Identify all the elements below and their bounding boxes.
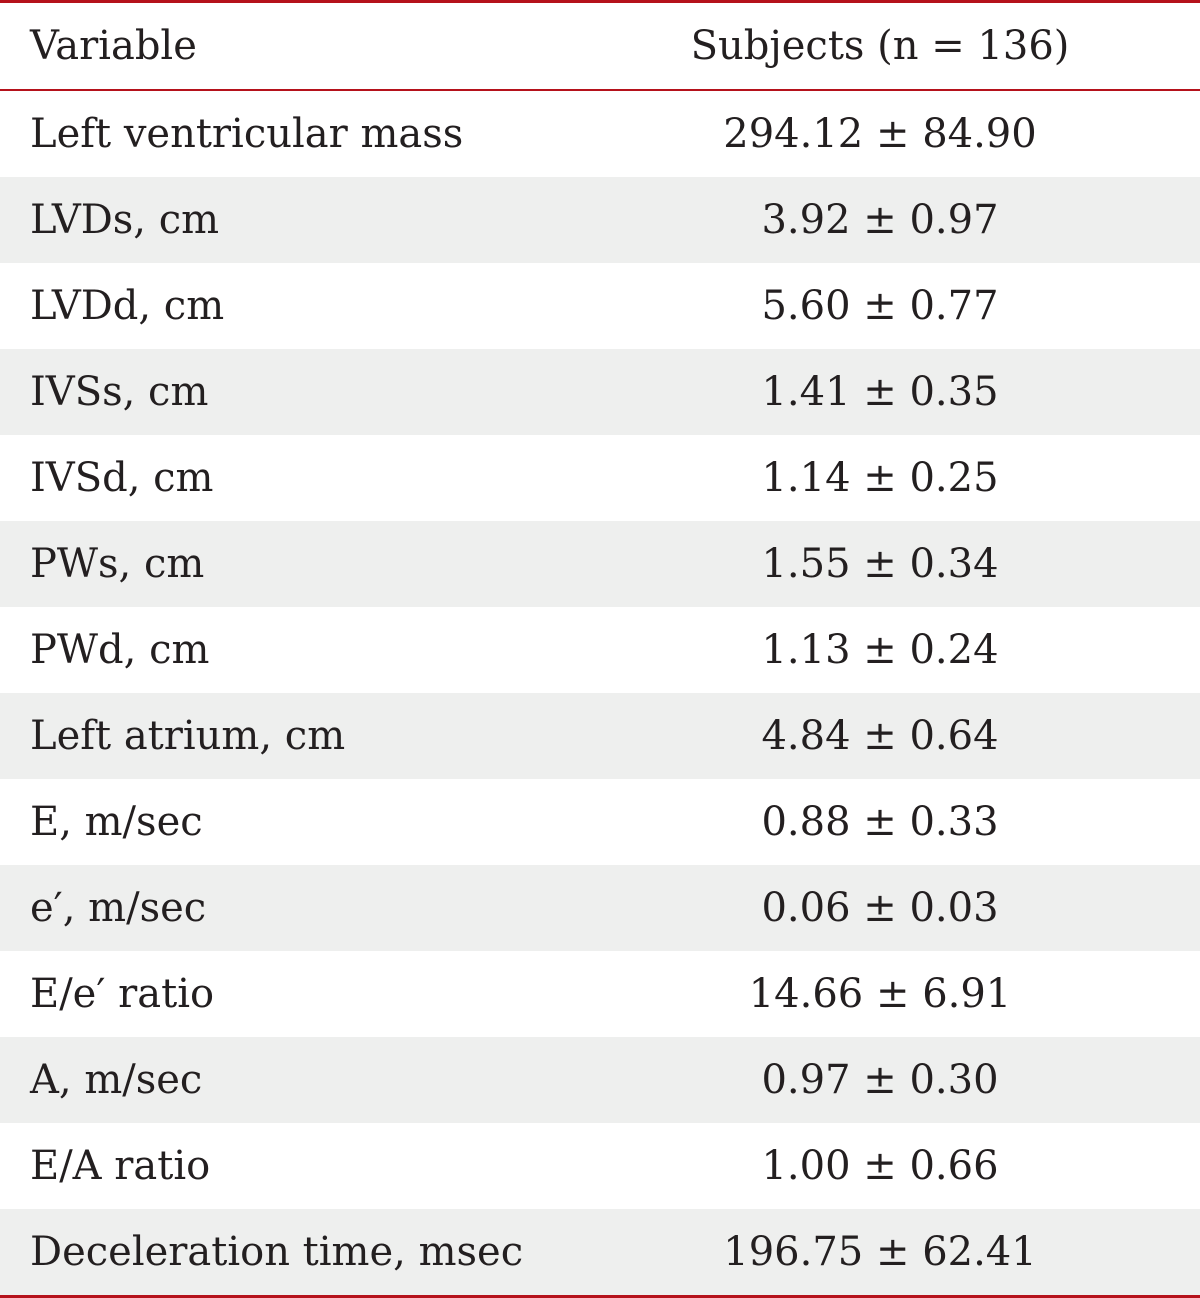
row-value: 1.00 ± 0.66 xyxy=(761,1143,999,1189)
row-variable: e′, m/sec xyxy=(30,885,207,931)
row-value: 1.41 ± 0.35 xyxy=(761,369,999,415)
row-value: 5.60 ± 0.77 xyxy=(761,283,999,329)
row-variable: IVSd, cm xyxy=(30,455,214,501)
row-value: 196.75 ± 62.41 xyxy=(723,1229,1037,1275)
row-value: 1.55 ± 0.34 xyxy=(761,541,999,587)
row-variable: LVDd, cm xyxy=(30,283,225,329)
table-row xyxy=(0,951,1200,1037)
table-row xyxy=(0,349,1200,435)
row-value: 0.06 ± 0.03 xyxy=(761,885,999,931)
row-value: 1.14 ± 0.25 xyxy=(761,455,999,501)
table-header xyxy=(0,3,1200,90)
row-variable: Left ventricular mass xyxy=(30,111,464,157)
row-value: 14.66 ± 6.91 xyxy=(748,971,1012,1017)
row-variable: E/A ratio xyxy=(30,1143,211,1189)
row-variable: Left atrium, cm xyxy=(30,713,346,759)
row-variable: E/e′ ratio xyxy=(30,971,215,1017)
table-row xyxy=(0,521,1200,607)
header-variable: Variable xyxy=(30,23,197,69)
row-variable: PWd, cm xyxy=(30,627,210,673)
table-row xyxy=(0,263,1200,349)
row-value: 294.12 ± 84.90 xyxy=(723,111,1037,157)
header-row xyxy=(0,3,1200,90)
row-variable: LVDs, cm xyxy=(30,197,220,243)
header-subjects: Subjects (n = 136) xyxy=(690,23,1070,69)
row-variable: A, m/sec xyxy=(30,1057,203,1103)
table-row xyxy=(0,1209,1200,1295)
table-body xyxy=(0,90,1200,1295)
table-row xyxy=(0,177,1200,263)
row-variable: IVSs, cm xyxy=(30,369,209,415)
row-variable: Deceleration time, msec xyxy=(30,1229,524,1275)
table-row xyxy=(0,865,1200,951)
row-variable: E, m/sec xyxy=(30,799,203,845)
row-value: 0.97 ± 0.30 xyxy=(761,1057,999,1103)
row-value: 3.92 ± 0.97 xyxy=(761,197,999,243)
table-row xyxy=(0,1037,1200,1123)
table-row xyxy=(0,435,1200,521)
echocardiography-table xyxy=(0,3,1200,1295)
row-value: 0.88 ± 0.33 xyxy=(761,799,999,845)
table-row xyxy=(0,607,1200,693)
row-value: 4.84 ± 0.64 xyxy=(761,713,999,759)
table-row xyxy=(0,693,1200,779)
row-value: 1.13 ± 0.24 xyxy=(761,627,999,673)
table-row xyxy=(0,779,1200,865)
table-row xyxy=(0,1123,1200,1209)
row-variable: PWs, cm xyxy=(30,541,205,587)
table-row xyxy=(0,90,1200,177)
